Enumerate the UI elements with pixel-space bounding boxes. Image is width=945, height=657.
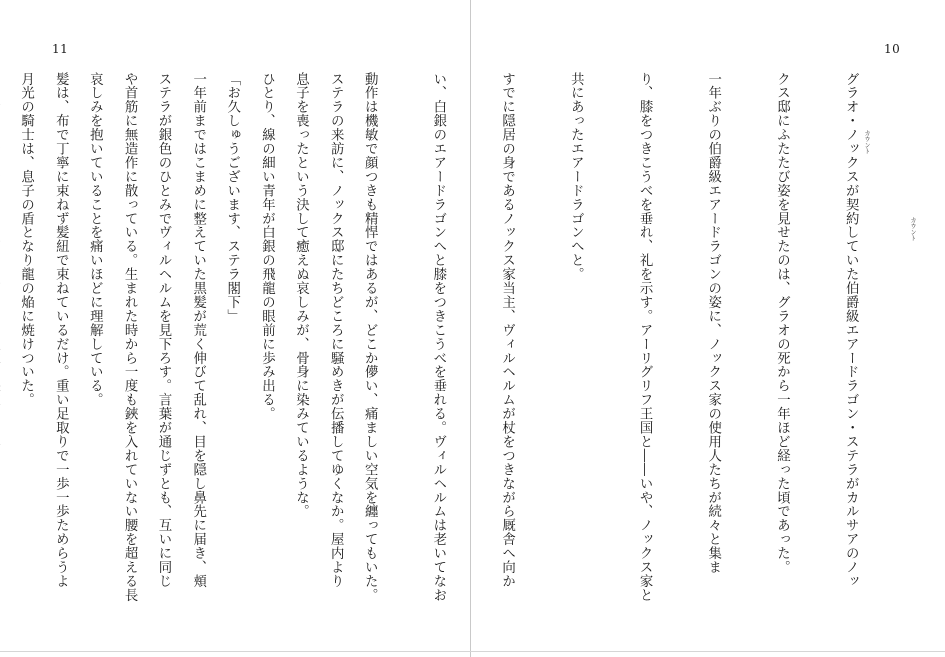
ruby-annotation: カウント [909, 217, 916, 241]
ruby-annotation: カウント [863, 130, 870, 154]
text-line: 一年ぶりの伯爵級エアードラゴンの姿に、ノックス家の使用人たちが続々と集ま [705, 72, 721, 575]
text-line: ステラが銀色のひとみでヴィルヘルムを見下ろす。言葉が通じずとも、互いに同じ [156, 72, 171, 589]
page-number-left: 11 [52, 42, 69, 56]
text-line: 一年前まではこまめに整えていた黒髪が荒く伸びて乱れ、目を隠し鼻先に届き、頬 [190, 72, 206, 589]
text-line: 月光の騎士は、息子の盾となり龍の焔に焼けついた。 [18, 72, 34, 407]
text-line: 息子を喪ったという決して癒えぬ哀しみが、骨身に染みているような。 [293, 72, 309, 519]
text-line: 動作は機敏で顔つきも精悍ではあるが、どこか儚い、痛ましい空気を纏ってもいた。 [362, 72, 378, 603]
text-line: グラオ・ノックスが契約していた伯爵級エアードラゴン・ステラがカルサアのノッ [843, 72, 859, 589]
text-line: クス邸にふたたび姿を見せたのは、グラオの死から一年ほど経った頃であった。 [774, 72, 790, 575]
text-line: 髪は、布で丁寧に束ねず髪紐で束ねているだけ。重い足取りで一歩一歩ためらうよ [53, 72, 69, 589]
text-line: い、白銀のエアードラゴンへと膝をつきこうべを垂れる。ヴィルヘルムは老いてなお [430, 72, 446, 603]
page-bottom-edge [0, 651, 945, 652]
text-line: 共にあったエアードラゴンへと。 [568, 72, 584, 282]
text-line: すでに隠居の身であるノックス家当主、ヴィルヘルムが杖をつきながら厩舎へ向か [499, 72, 515, 589]
text-line: り、膝をつきこうべを垂れ、礼を示す。アーリグリフ王国と――いや、ノックス家と [637, 72, 653, 603]
text-line: 哀しみを抱いていることを痛いほどに理解している。 [87, 72, 103, 407]
text-line: ステラの来訪に、ノックス邸にたちどころに騒めきが伝播してゆくなか。屋内より [328, 72, 344, 589]
text-line: ひとり、線の細い青年が白銀の飛龍の眼前に歩み出る。 [259, 72, 275, 421]
page-number-right: 10 [884, 42, 901, 56]
text-line: 「お久しゅうございます、ステラ閣下」 [224, 72, 240, 324]
text-line: や首筋に無造作に散っている。生まれた時から一度も鋏を入れていない腰を超える長 [122, 72, 138, 603]
